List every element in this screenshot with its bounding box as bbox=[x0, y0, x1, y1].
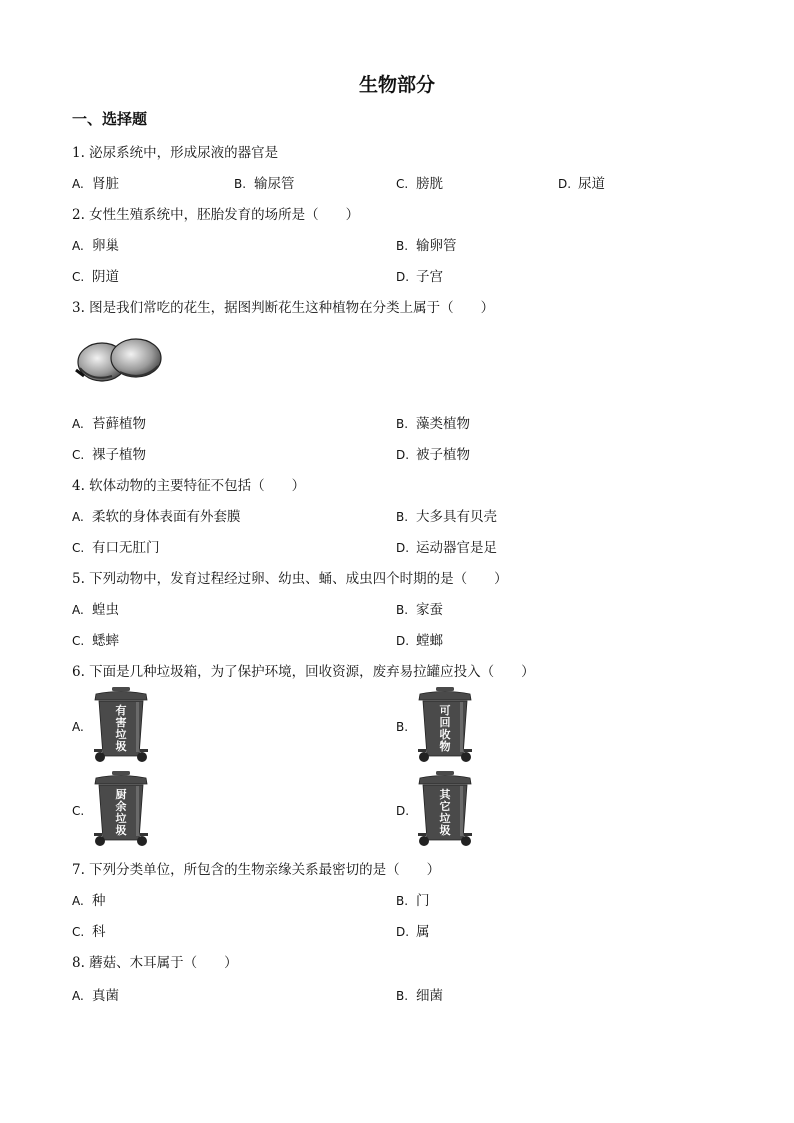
q6-option-c-letter: C. bbox=[72, 804, 85, 818]
bin-wheel-right bbox=[137, 836, 147, 846]
bin-label-char: 有 bbox=[115, 704, 127, 717]
bin-label-char: 它 bbox=[439, 800, 451, 813]
q6-option-b-letter: B. bbox=[396, 720, 409, 734]
bin-axle-right bbox=[140, 749, 148, 752]
q3-option-a[interactable]: A. 苔藓植物 bbox=[72, 416, 146, 432]
q4-option-b[interactable]: B. 大多具有贝壳 bbox=[396, 509, 497, 525]
bin-highlight bbox=[136, 702, 139, 752]
q5-option-a[interactable]: A. 蝗虫 bbox=[72, 602, 119, 618]
bin-handle bbox=[436, 687, 454, 691]
bin-wheel-right bbox=[461, 836, 471, 846]
q7-option-c[interactable]: C. 科 bbox=[72, 924, 106, 940]
section-heading: 一、选择题 bbox=[72, 110, 148, 128]
page-title: 生物部分 bbox=[358, 74, 435, 96]
question-6-stem: 6. 下面是几种垃圾箱，为了保护环境，回收资源，废弃易拉罐应投入（ ） bbox=[72, 664, 535, 680]
trash-bin-hazardous[interactable] bbox=[92, 686, 150, 768]
bin-lid bbox=[95, 776, 147, 785]
q7-option-d[interactable]: D. 属 bbox=[396, 924, 430, 940]
q2-option-a[interactable]: A. 卵巢 bbox=[72, 238, 119, 254]
q3-option-d[interactable]: D. 被子植物 bbox=[396, 447, 470, 463]
q2-option-b[interactable]: B. 输卵管 bbox=[396, 238, 457, 254]
bin-highlight bbox=[460, 702, 463, 752]
bin-axle-left bbox=[94, 749, 102, 752]
q7-option-b[interactable]: B. 门 bbox=[396, 893, 430, 909]
bin-handle bbox=[112, 771, 130, 775]
q1-option-b[interactable]: B. 输尿管 bbox=[234, 176, 295, 192]
bin-wheel-right bbox=[137, 752, 147, 762]
q4-option-d[interactable]: D. 运动器官是足 bbox=[396, 540, 497, 556]
bin-label-char: 害 bbox=[115, 716, 127, 729]
bin-wheel-right bbox=[461, 752, 471, 762]
bin-label-char: 余 bbox=[115, 800, 127, 813]
question-4-stem: 4. 软体动物的主要特征不包括（ ） bbox=[72, 478, 306, 494]
q5-option-d[interactable]: D. 螳螂 bbox=[396, 633, 443, 649]
bin-wheel-left bbox=[95, 752, 105, 762]
bin-label-char: 回 bbox=[439, 716, 451, 729]
q1-option-a[interactable]: A. 肾脏 bbox=[72, 176, 119, 192]
question-5-stem: 5. 下列动物中，发育过程经过卵、幼虫、蛹、成虫四个时期的是（ ） bbox=[72, 571, 508, 587]
bin-highlight bbox=[136, 786, 139, 836]
bin-lid bbox=[95, 692, 147, 701]
bin-label-char: 圾 bbox=[115, 740, 127, 753]
q6-option-d-letter: D. bbox=[396, 804, 410, 818]
q2-option-c[interactable]: C. 阴道 bbox=[72, 269, 119, 285]
q3-option-b[interactable]: B. 藻类植物 bbox=[396, 416, 470, 432]
question-7-stem: 7. 下列分类单位，所包含的生物亲缘关系最密切的是（ ） bbox=[72, 862, 441, 878]
bin-axle-left bbox=[94, 833, 102, 836]
question-2-stem: 2. 女性生殖系统中，胚胎发育的场所是（ ） bbox=[72, 207, 360, 223]
peanut-image bbox=[72, 332, 166, 388]
bin-label-char: 可 bbox=[439, 704, 451, 717]
bin-label-char: 厨 bbox=[115, 788, 127, 801]
q1-option-d[interactable]: D. 尿道 bbox=[558, 176, 605, 192]
q8-option-b[interactable]: B. 细菌 bbox=[396, 988, 443, 1004]
bin-wheel-left bbox=[95, 836, 105, 846]
bin-axle-right bbox=[464, 833, 472, 836]
q6-option-a-letter: A. bbox=[72, 720, 84, 734]
bin-label-char: 垃 bbox=[115, 812, 127, 825]
q3-option-c[interactable]: C. 裸子植物 bbox=[72, 447, 146, 463]
q4-option-a[interactable]: A. 柔软的身体表面有外套膜 bbox=[72, 509, 241, 525]
trash-bin-recyclable[interactable] bbox=[416, 686, 474, 768]
bin-lid bbox=[419, 692, 471, 701]
question-8-stem: 8. 蘑菇、木耳属于（ ） bbox=[72, 955, 238, 971]
q5-option-b[interactable]: B. 家蚕 bbox=[396, 602, 443, 618]
bin-handle bbox=[436, 771, 454, 775]
bin-label-char: 收 bbox=[439, 728, 451, 741]
q8-option-a[interactable]: A. 真菌 bbox=[72, 988, 119, 1004]
bin-wheel-left bbox=[419, 836, 429, 846]
bin-axle-left bbox=[418, 749, 426, 752]
trash-bin-kitchen[interactable] bbox=[92, 770, 150, 852]
bin-axle-right bbox=[140, 833, 148, 836]
bin-label-char: 圾 bbox=[115, 824, 127, 837]
question-3-stem: 3. 图是我们常吃的花生，据图判断花生这种植物在分类上属于（ ） bbox=[72, 300, 495, 316]
bin-axle-right bbox=[464, 749, 472, 752]
bin-label-char: 垃 bbox=[439, 812, 451, 825]
q7-option-a[interactable]: A. 种 bbox=[72, 893, 106, 909]
bin-handle bbox=[112, 687, 130, 691]
q2-option-d[interactable]: D. 子宫 bbox=[396, 269, 443, 285]
bin-lid bbox=[419, 776, 471, 785]
trash-bin-other[interactable] bbox=[416, 770, 474, 852]
q4-option-c[interactable]: C. 有口无肛门 bbox=[72, 540, 160, 556]
question-1-stem: 1. 泌尿系统中，形成尿液的器官是 bbox=[72, 145, 279, 161]
q1-option-c[interactable]: C. 膀胱 bbox=[396, 176, 443, 192]
bin-label-char: 物 bbox=[439, 740, 451, 753]
bin-label-char: 其 bbox=[439, 788, 451, 801]
bin-highlight bbox=[460, 786, 463, 836]
bin-axle-left bbox=[418, 833, 426, 836]
bin-label-char: 垃 bbox=[115, 728, 127, 741]
bin-wheel-left bbox=[419, 752, 429, 762]
bin-label-char: 圾 bbox=[439, 824, 451, 837]
q5-option-c[interactable]: C. 蟋蟀 bbox=[72, 633, 119, 649]
